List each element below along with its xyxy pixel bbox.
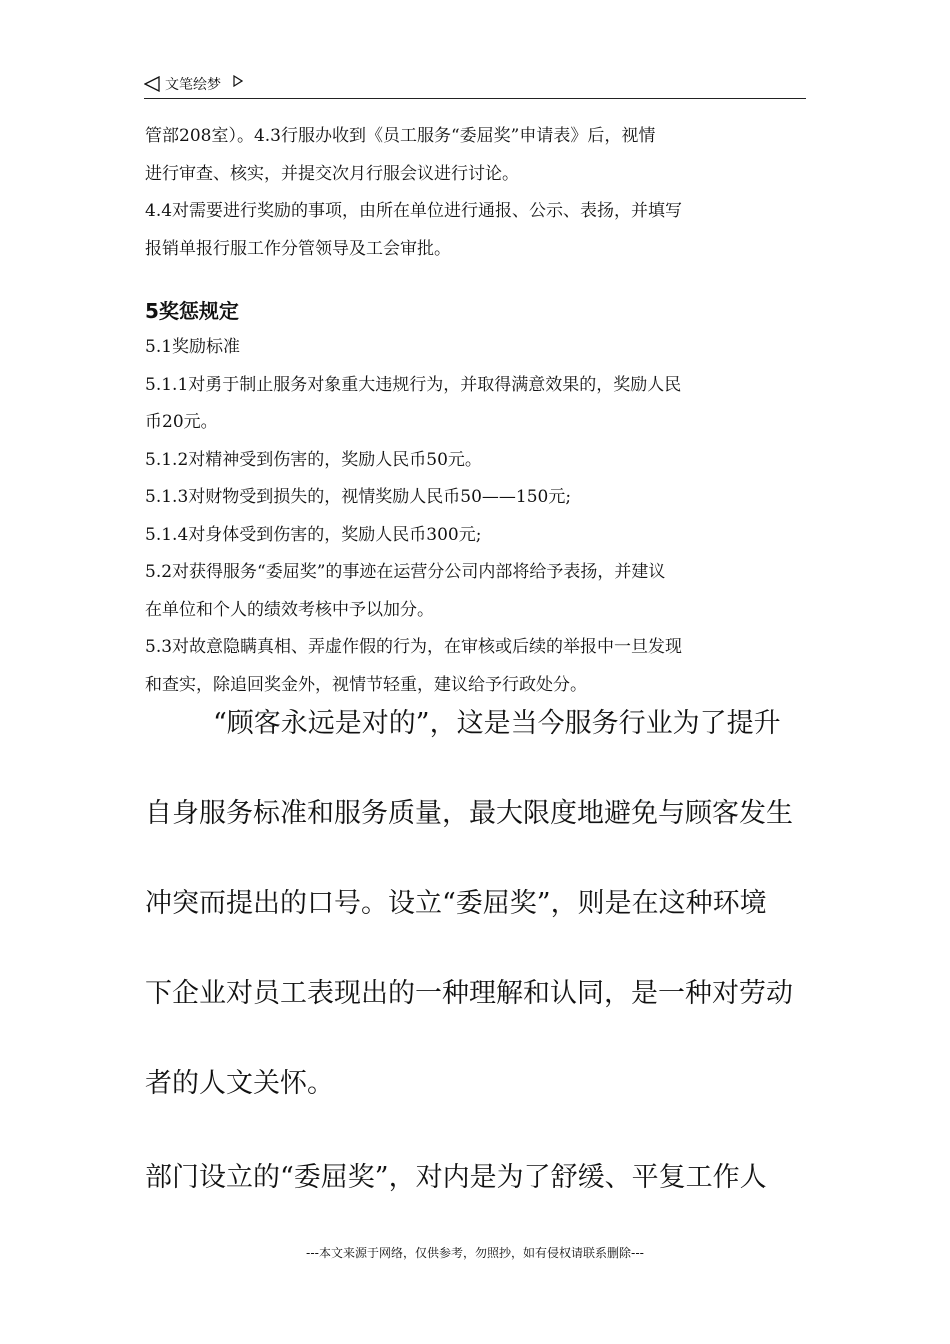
large-text-line: 自身服务标准和服务质量，最大限度地避免与顾客发生: [145, 798, 793, 829]
section-line: 5.2对获得服务“委屈奖”的事迹在运营分公司内部将给予表扬，并建议: [145, 562, 666, 582]
section-line: 和查实，除追回奖金外，视情节轻重，建议给予行政处分。: [145, 674, 587, 695]
section-line: 5.3对故意隐瞒真相、弄虚作假的行为，在审核或后续的举报中一旦发现: [145, 637, 683, 657]
large-text-line: 下企业对员工表现出的一种理解和认同，是一种对劳动: [145, 978, 793, 1009]
section-line: 5.1.4对身体受到伤害的，奖励人民币300元;: [145, 524, 482, 545]
section-line: 5.1奖励标准: [145, 337, 241, 357]
body-line: 4.4对需要进行奖励的事项，由所在单位进行通报、公示、表扬，并填写: [145, 201, 683, 221]
section-heading: 5奖惩规定: [145, 299, 239, 323]
large-text-line: 部门设立的“委屈奖”，对内是为了舒缓、平复工作人: [145, 1162, 767, 1193]
section-line: 在单位和个人的绩效考核中予以加分。: [145, 599, 434, 620]
page-footer: ---本文来源于网络，仅供参考，勿照抄，如有侵权请联系删除---: [306, 1246, 644, 1260]
document-body: [145, 118, 809, 704]
body-line: 进行审查、核实，并提交次月行服会议进行讨论。: [145, 163, 519, 184]
triangle-right-icon: [233, 75, 243, 87]
section-line: 5.1.3对财物受到损失的，视情奖励人民币50——150元;: [145, 487, 572, 507]
body-line: 管部208室）。4.3行服办收到《员工服务“委屈奖”申请表》后，视情: [145, 126, 656, 146]
section-line: 5.1.1对勇于制止服务对象重大违规行为，并取得满意效果的，奖励人民: [145, 374, 682, 395]
large-text-line: 冲突而提出的口号。设立“委屈奖”，则是在这种环境: [145, 888, 767, 919]
page-header: [144, 72, 806, 99]
section-line: 5.1.2对精神受到伤害的，奖励人民币50元。: [145, 449, 482, 470]
large-text-line: “顾客永远是对的”，这是当今服务行业为了提升: [213, 708, 781, 739]
section-line: 币20元。: [145, 412, 218, 432]
header-brand: 文笔绘梦: [165, 77, 221, 93]
triangle-left-icon: [144, 76, 160, 92]
body-line: 报销单报行服工作分管领导及工会审批。: [145, 238, 451, 259]
large-text-line: 者的人文关怀。: [145, 1068, 334, 1099]
